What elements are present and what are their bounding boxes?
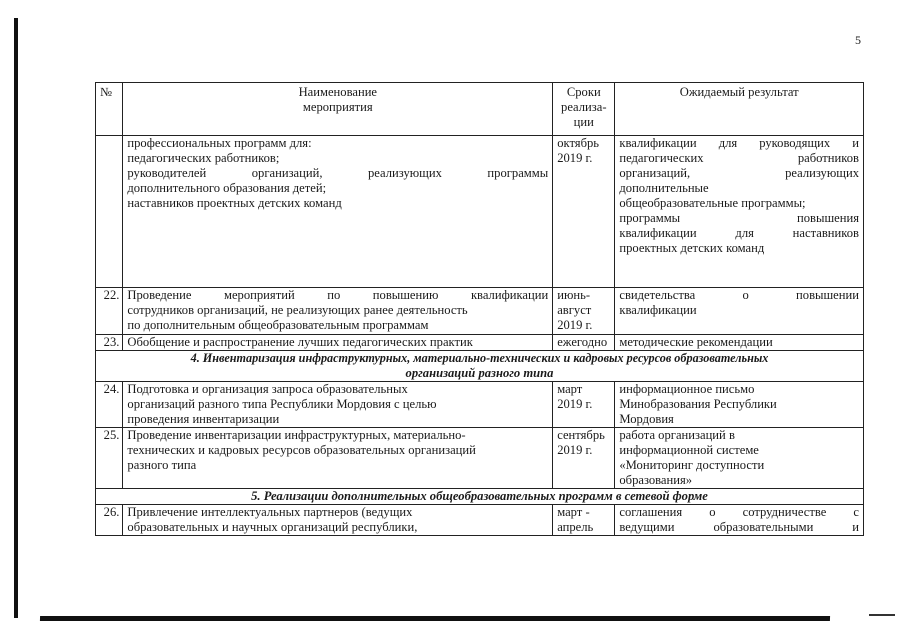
row-num: 22. xyxy=(96,288,123,335)
row-name: Подготовка и организация запроса образовательных организаций разного типа Республики Мордовия с целью проведения инвентаризации xyxy=(123,382,553,428)
page-number: 5 xyxy=(855,33,861,47)
row-term: март 2019 г. xyxy=(553,382,615,428)
row-name: Проведение инвентаризации инфраструктурных, материально- технических и кадровых ресурсов образовательных организаций разного типа xyxy=(123,428,553,489)
row-num: 25. xyxy=(96,428,123,489)
section-title-line: организаций разного типа xyxy=(405,366,554,380)
row-result: соглашения о сотрудничестве с ведущими образовательными и xyxy=(615,505,864,536)
row-result: квалификации для руководящих и педагогических работников организаций, реализующих дополнительные общеобразовательные программы; программы повышения квалификации для наставников проектных детских команд xyxy=(615,136,864,288)
row-num: 23. xyxy=(96,335,123,351)
row-term: ежегодно xyxy=(553,335,615,351)
scan-edge-left xyxy=(14,18,18,618)
header-term: Сроки реализа- ции xyxy=(553,83,615,136)
activity-plan-table xyxy=(95,82,864,536)
table-row-26 xyxy=(96,505,864,536)
row-num xyxy=(96,136,123,288)
scan-edge-right xyxy=(869,614,895,616)
section-5-heading xyxy=(96,489,864,505)
header-name: Наименование мероприятия xyxy=(123,83,553,136)
table-row-23 xyxy=(96,335,864,351)
section-title-line: 5. Реализации дополнительных общеобразовательных программ в сетевой форме xyxy=(251,489,708,503)
row-name: Проведение мероприятий по повышению квалификации сотрудников организаций, не реализующих ранее деятельность по дополнительным общеобразовательным программам xyxy=(123,288,553,335)
row-term: октябрь 2019 г. xyxy=(553,136,615,288)
row-result: свидетельства о повышении квалификации xyxy=(615,288,864,335)
row-result: методические рекомендации xyxy=(615,335,864,351)
row-num: 26. xyxy=(96,505,123,536)
row-result: информационное письмо Минобразования Республики Мордовия xyxy=(615,382,864,428)
row-result: работа организаций в информационной системе «Мониторинг доступности образования» xyxy=(615,428,864,489)
table-row-25 xyxy=(96,428,864,489)
table-row-continued xyxy=(96,136,864,288)
row-num: 24. xyxy=(96,382,123,428)
row-name: Привлечение интеллектуальных партнеров (ведущих образовательных и научных организаций республики, xyxy=(123,505,553,536)
scan-edge-bottom xyxy=(40,616,830,621)
row-term: март - апрель xyxy=(553,505,615,536)
header-result: Ожидаемый результат xyxy=(615,83,864,136)
row-name: профессиональных программ для: педагогических работников; руководителей организаций, реализующих программы дополнительного образования детей; наставников проектных детских команд xyxy=(123,136,553,288)
table-row-22 xyxy=(96,288,864,335)
table-header-row xyxy=(96,83,864,136)
section-title-line: 4. Инвентаризация инфраструктурных, материально-технических и кадровых ресурсов образовательных xyxy=(190,351,769,365)
row-name: Обобщение и распространение лучших педагогических практик xyxy=(123,335,553,351)
section-4-heading xyxy=(96,351,864,382)
row-term: сентябрь 2019 г. xyxy=(553,428,615,489)
table-row-24 xyxy=(96,382,864,428)
row-term: июнь- август 2019 г. xyxy=(553,288,615,335)
header-num: № xyxy=(96,83,123,136)
